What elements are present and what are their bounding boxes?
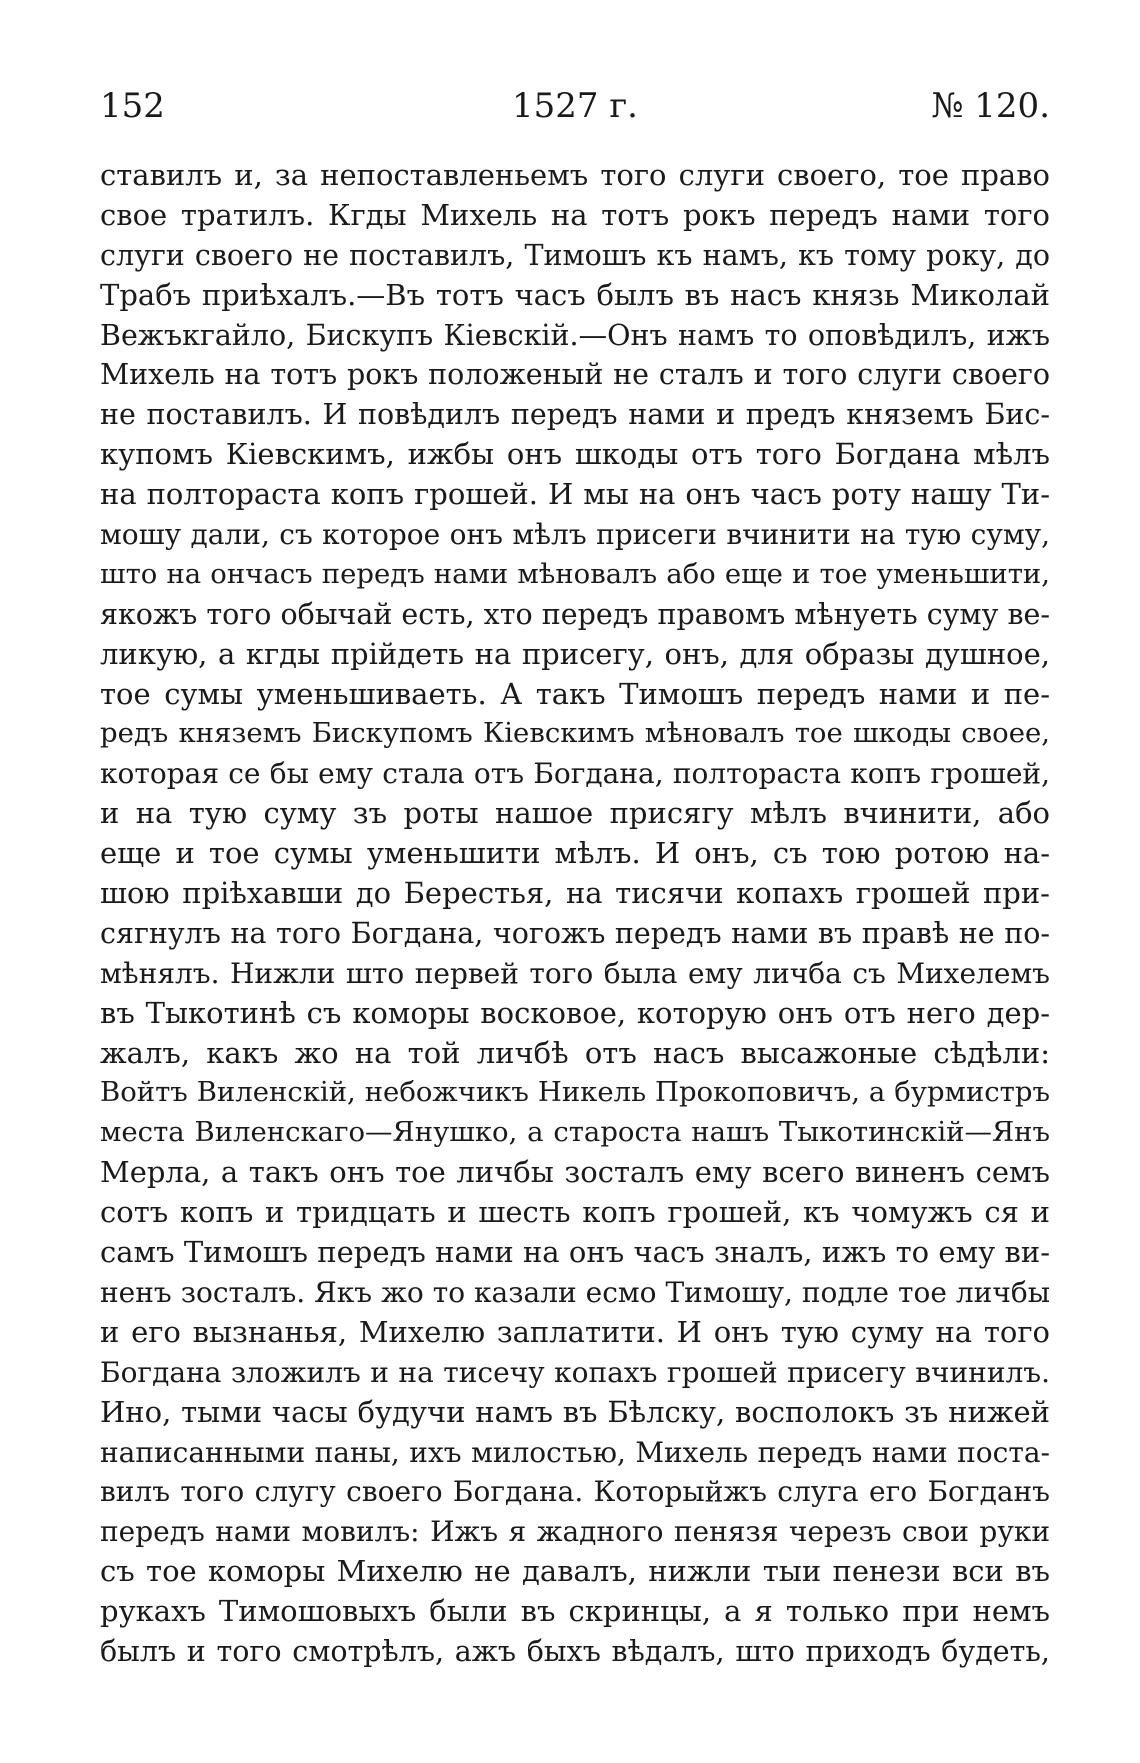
text-line: ликую, а кгды прійдеть на присегу, онъ, для образы душное,	[100, 636, 1050, 671]
text-line: Богдана зложилъ и на тисечу копахъ грошей присегу вчинилъ.	[100, 1355, 1050, 1389]
text-line: ставилъ и, за непоставленьемъ того слуги своего, тое право	[100, 158, 1050, 192]
text-line: мѣнялъ. Нижли што первей того была ему личба съ Михелемъ	[100, 956, 1050, 990]
text-line: Войтъ Виленскій, небожчикъ Никель Прокоповичъ, а бурмистръ	[100, 1076, 1050, 1109]
text-line: которая се бы ему стала отъ Богдана, полтораста копъ грошей,	[100, 757, 1050, 791]
page-number: 152	[100, 86, 165, 126]
text-line: Михель на тотъ рокъ положеный не сталъ и того слуги своего	[100, 358, 1050, 392]
text-line: рукахъ Тимошовыхъ были въ скринцы, а я только при немъ	[100, 1594, 1050, 1629]
text-line: што на ончасъ передъ нами мѣновалъ або еще и тое уменьшити,	[100, 557, 1050, 590]
text-line: и его вызнанья, Михелю заплатити. И онъ тую суму на того	[100, 1314, 1050, 1349]
text-line: свое тратилъ. Кгды Михель на тотъ рокъ передъ нами того	[100, 197, 1050, 232]
text-line: мошу дали, съ которое онъ мѣлъ присеги вчинити на тую суму,	[100, 518, 1050, 552]
text-line: передъ нами мовилъ: Ижъ я жадного пенязя черезъ свои руки	[100, 1515, 1050, 1549]
text-line: якожъ того обычай есть, хто передъ правомъ мѣнуеть суму ве-	[100, 597, 1050, 631]
text-line: Вежъкгайло, Бискупъ Кіевскій.—Онъ намъ то оповѣдилъ, ижъ	[100, 318, 1050, 352]
text-line: Трабъ приѣхалъ.—Въ тотъ часъ былъ въ насъ князь Миколай	[100, 277, 1050, 312]
running-header	[100, 84, 1050, 128]
text-line: написанными паны, ихъ милостью, Михель передъ нами поста-	[100, 1435, 1050, 1469]
text-line: не поставилъ. И повѣдилъ передъ нами и предъ княземъ Бис-	[100, 398, 1050, 432]
text-line: еще и тое сумы уменьшити мѣлъ. И онъ, съ тою ротою на-	[100, 836, 1050, 871]
text-line: и на тую суму зъ роты нашое присягу мѣлъ вчинити, або	[100, 796, 1050, 831]
text-line: тое сумы уменьшиваеть. А такъ Тимошъ передъ нами и пе-	[100, 676, 1050, 711]
text-line: жалъ, какъ жо на той личбѣ отъ насъ высажоные сѣдѣли:	[100, 1035, 1050, 1070]
text-line: шою пріѣхавши до Берестья, на тисячи копахъ грошей при-	[100, 876, 1050, 911]
text-line: вилъ того слугу своего Богдана. Которыйжъ слуга его Богданъ	[100, 1475, 1050, 1509]
text-line: ненъ зосталъ. Якъ жо то казали есмо Тимошу, подле тое личбы	[100, 1275, 1050, 1309]
text-line: самъ Тимошъ передъ нами на онъ часъ зналъ, ижъ то ему ви-	[100, 1235, 1050, 1270]
text-line: Ино, тыми часы будучи намъ въ Бѣлску, восполокъ зъ нижей	[100, 1394, 1050, 1429]
text-line: сягнулъ на того Богдана, чогожъ передъ нами въ правѣ не по-	[100, 916, 1050, 950]
text-line: редъ княземъ Бискупомъ Кіевскимъ мѣновалъ тое шкоды своее,	[100, 717, 1050, 750]
body-text	[100, 156, 1050, 1672]
text-line: на полтораста копъ грошей. И мы на онъ часъ роту нашу Ти-	[100, 477, 1050, 512]
text-line: въ Тыкотинѣ съ коморы восковое, которую онъ отъ него дер-	[100, 995, 1050, 1030]
header-year: 1527 г.	[512, 86, 638, 126]
text-line: купомъ Кіевскимъ, ижбы онъ шкоды отъ того Богдана мѣлъ	[100, 437, 1050, 472]
text-line: места Виленскаго—Янушко, а староста нашъ Тыкотинскій—Янъ	[100, 1116, 1050, 1149]
document-number: № 120.	[931, 86, 1050, 126]
text-line: сотъ копъ и тридцать и шесть копъ грошей, къ чомужъ ся и	[100, 1195, 1050, 1230]
text-line: съ тое коморы Михелю не давалъ, нижли тыи пенези вси въ	[100, 1554, 1050, 1589]
text-line: Мерла, а такъ онъ тое личбы зосталъ ему всего виненъ семъ	[100, 1155, 1050, 1190]
text-line: слуги своего не поставилъ, Тимошъ къ намъ, къ тому року, до	[100, 238, 1050, 272]
text-line: былъ и того смотрѣлъ, ажъ быхъ вѣдалъ, што приходъ будеть,	[100, 1634, 1050, 1668]
